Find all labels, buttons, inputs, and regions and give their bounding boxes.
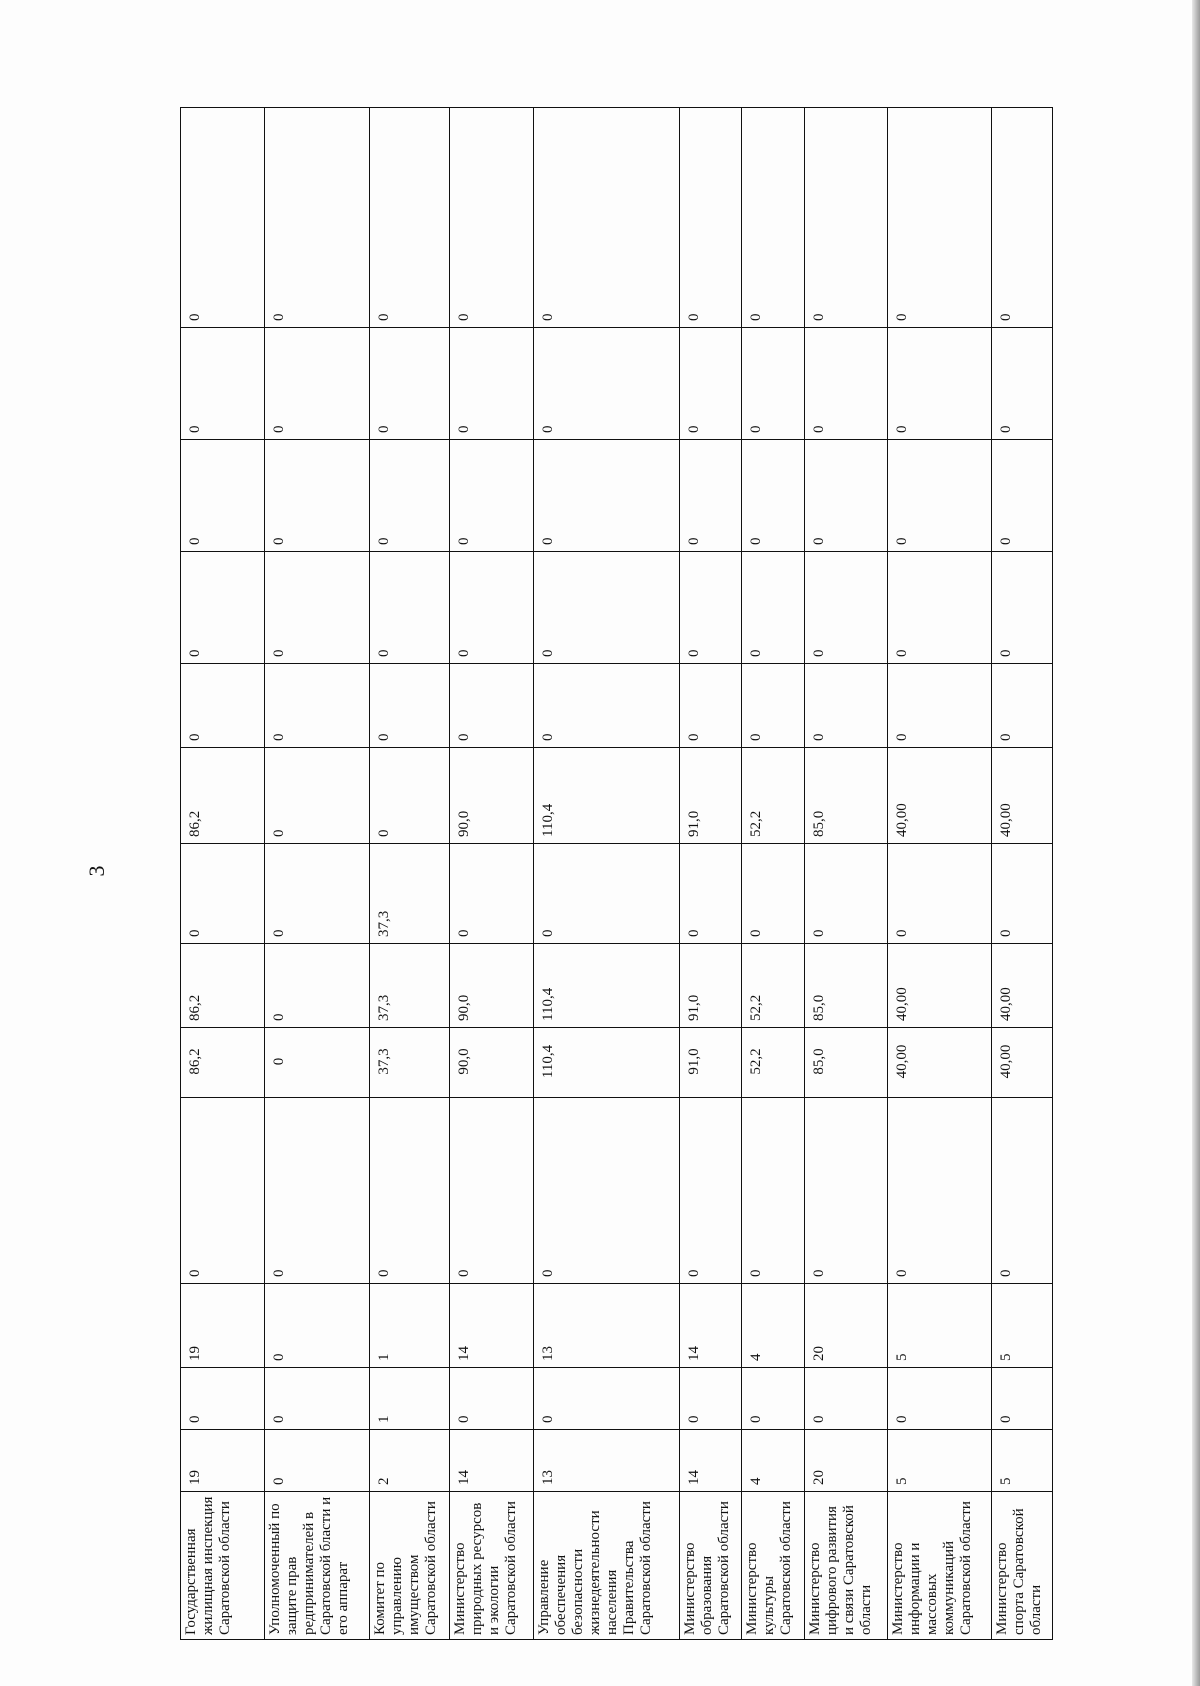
value-cell: 0 xyxy=(370,1098,450,1284)
page-number: 3 xyxy=(84,865,109,877)
value-cell: 0 xyxy=(804,552,888,664)
value-cell: 14 xyxy=(449,1430,533,1492)
value-cell: 0 xyxy=(181,664,265,748)
table-row xyxy=(679,108,741,1640)
value-cell: 20 xyxy=(804,1430,888,1492)
value-cell: 40,00 xyxy=(888,1028,991,1098)
value-cell: 0 xyxy=(742,552,804,664)
value-cell: 40,00 xyxy=(991,1028,1052,1098)
value-cell: 40,00 xyxy=(888,748,991,844)
value-cell: 91,0 xyxy=(679,748,741,844)
value-cell: 85,0 xyxy=(804,944,888,1028)
value-cell: 0 xyxy=(264,944,369,1028)
value-cell: 37,3 xyxy=(370,1028,450,1098)
value-cell: 0 xyxy=(449,844,533,944)
value-cell: 5 xyxy=(991,1284,1052,1368)
value-cell: 0 xyxy=(370,108,450,328)
value-cell: 14 xyxy=(679,1430,741,1492)
value-cell: 0 xyxy=(264,1284,369,1368)
value-cell: 0 xyxy=(742,440,804,552)
table-row xyxy=(449,108,533,1640)
value-cell: 0 xyxy=(888,1098,991,1284)
table-row xyxy=(742,108,804,1640)
value-cell: 52,2 xyxy=(742,944,804,1028)
value-cell: 0 xyxy=(533,328,679,440)
value-cell: 52,2 xyxy=(742,1028,804,1098)
value-cell: 0 xyxy=(888,664,991,748)
value-cell: 0 xyxy=(991,1368,1052,1430)
organization-name-cell: Министерство спорта Саратовской области xyxy=(991,1492,1052,1640)
value-cell: 0 xyxy=(264,664,369,748)
value-cell: 0 xyxy=(679,1098,741,1284)
value-cell: 0 xyxy=(181,328,265,440)
value-cell: 0 xyxy=(264,1028,369,1098)
value-cell: 20 xyxy=(804,1284,888,1368)
value-cell: 0 xyxy=(264,440,369,552)
value-cell: 40,00 xyxy=(991,944,1052,1028)
value-cell: 0 xyxy=(742,328,804,440)
value-cell: 0 xyxy=(533,552,679,664)
value-cell: 110,4 xyxy=(533,1028,679,1098)
value-cell: 0 xyxy=(991,328,1052,440)
value-cell: 110,4 xyxy=(533,944,679,1028)
value-cell: 40,00 xyxy=(991,748,1052,844)
value-cell: 0 xyxy=(991,552,1052,664)
organization-name-cell: Министерство цифрового развития и связи Саратовской области xyxy=(804,1492,888,1640)
value-cell: 86,2 xyxy=(181,1028,265,1098)
table-row xyxy=(370,108,450,1640)
value-cell: 0 xyxy=(181,1098,265,1284)
value-cell: 13 xyxy=(533,1284,679,1368)
value-cell: 0 xyxy=(533,108,679,328)
value-cell: 0 xyxy=(888,552,991,664)
value-cell: 37,3 xyxy=(370,944,450,1028)
table-row xyxy=(804,108,888,1640)
value-cell: 0 xyxy=(449,1098,533,1284)
table-row xyxy=(264,108,369,1640)
value-cell: 0 xyxy=(449,108,533,328)
value-cell: 0 xyxy=(679,664,741,748)
value-cell: 0 xyxy=(264,748,369,844)
value-cell: 5 xyxy=(991,1430,1052,1492)
value-cell: 0 xyxy=(679,328,741,440)
value-cell: 0 xyxy=(264,1430,369,1492)
value-cell: 0 xyxy=(679,552,741,664)
value-cell: 5 xyxy=(888,1430,991,1492)
value-cell: 0 xyxy=(804,844,888,944)
value-cell: 0 xyxy=(888,328,991,440)
value-cell: 0 xyxy=(370,552,450,664)
value-cell: 14 xyxy=(449,1284,533,1368)
value-cell: 0 xyxy=(533,844,679,944)
organization-name-cell: Министерство природных ресурсов и экологии Саратовской области xyxy=(449,1492,533,1640)
value-cell: 0 xyxy=(264,1368,369,1430)
value-cell: 0 xyxy=(370,328,450,440)
value-cell: 0 xyxy=(804,328,888,440)
value-cell: 0 xyxy=(181,108,265,328)
value-cell: 0 xyxy=(533,664,679,748)
value-cell: 0 xyxy=(742,1368,804,1430)
value-cell: 91,0 xyxy=(679,1028,741,1098)
value-cell: 5 xyxy=(888,1284,991,1368)
value-cell: 90,0 xyxy=(449,748,533,844)
value-cell: 0 xyxy=(679,440,741,552)
value-cell: 0 xyxy=(991,844,1052,944)
value-cell: 0 xyxy=(449,1368,533,1430)
value-cell: 0 xyxy=(533,1368,679,1430)
value-cell: 0 xyxy=(264,108,369,328)
value-cell: 0 xyxy=(804,1098,888,1284)
value-cell: 0 xyxy=(449,328,533,440)
value-cell: 86,2 xyxy=(181,944,265,1028)
value-cell: 14 xyxy=(679,1284,741,1368)
organization-name-cell: Уполномоченный по защите прав редпринимателей в Саратовской бласти и его аппарат xyxy=(264,1492,369,1640)
value-cell: 110,4 xyxy=(533,748,679,844)
value-cell: 0 xyxy=(533,1098,679,1284)
value-cell: 0 xyxy=(991,440,1052,552)
value-cell: 0 xyxy=(679,108,741,328)
value-cell: 0 xyxy=(181,552,265,664)
value-cell: 86,2 xyxy=(181,748,265,844)
table-row xyxy=(888,108,991,1640)
value-cell: 0 xyxy=(449,552,533,664)
value-cell: 0 xyxy=(742,108,804,328)
value-cell: 19 xyxy=(181,1430,265,1492)
value-cell: 4 xyxy=(742,1430,804,1492)
value-cell: 0 xyxy=(888,440,991,552)
organization-name-cell: Управление обеспечения безопасности жизнедеятельности населения Правительства Саратовской области xyxy=(533,1492,679,1640)
table-body xyxy=(181,108,1053,1640)
value-cell: 0 xyxy=(264,1098,369,1284)
value-cell: 0 xyxy=(370,440,450,552)
value-cell: 0 xyxy=(449,664,533,748)
value-cell: 40,00 xyxy=(888,944,991,1028)
value-cell: 0 xyxy=(991,1098,1052,1284)
value-cell: 19 xyxy=(181,1284,265,1368)
value-cell: 0 xyxy=(533,440,679,552)
value-cell: 2 xyxy=(370,1430,450,1492)
table-frame xyxy=(180,108,1053,1640)
data-table xyxy=(180,107,1053,1640)
value-cell: 0 xyxy=(991,108,1052,328)
table-row xyxy=(533,108,679,1640)
value-cell: 0 xyxy=(449,440,533,552)
value-cell: 0 xyxy=(742,664,804,748)
value-cell: 0 xyxy=(264,328,369,440)
value-cell: 90,0 xyxy=(449,1028,533,1098)
value-cell: 91,0 xyxy=(679,944,741,1028)
scan-edge xyxy=(1192,0,1200,1686)
value-cell: 1 xyxy=(370,1284,450,1368)
value-cell: 90,0 xyxy=(449,944,533,1028)
value-cell: 13 xyxy=(533,1430,679,1492)
organization-name-cell: Комитет по управлению имуществом Саратовской области xyxy=(370,1492,450,1640)
value-cell: 85,0 xyxy=(804,1028,888,1098)
organization-name-cell: Министерство информации и массовых коммуникаций Саратовской области xyxy=(888,1492,991,1640)
value-cell: 0 xyxy=(264,552,369,664)
value-cell: 0 xyxy=(742,1098,804,1284)
value-cell: 0 xyxy=(370,748,450,844)
value-cell: 0 xyxy=(804,108,888,328)
value-cell: 0 xyxy=(804,440,888,552)
organization-name-cell: Министерство культуры Саратовской области xyxy=(742,1492,804,1640)
value-cell: 37,3 xyxy=(370,844,450,944)
value-cell: 0 xyxy=(991,664,1052,748)
value-cell: 0 xyxy=(804,664,888,748)
value-cell: 0 xyxy=(804,1368,888,1430)
value-cell: 0 xyxy=(264,844,369,944)
table-row xyxy=(991,108,1052,1640)
value-cell: 4 xyxy=(742,1284,804,1368)
value-cell: 0 xyxy=(181,1368,265,1430)
value-cell: 52,2 xyxy=(742,748,804,844)
value-cell: 0 xyxy=(742,844,804,944)
value-cell: 0 xyxy=(370,664,450,748)
value-cell: 0 xyxy=(888,1368,991,1430)
value-cell: 0 xyxy=(888,108,991,328)
value-cell: 0 xyxy=(679,1368,741,1430)
organization-name-cell: Министерство образования Саратовской области xyxy=(679,1492,741,1640)
table-row xyxy=(181,108,265,1640)
organization-name-cell: Государственная жилищная инспекция Саратовской области xyxy=(181,1492,265,1640)
value-cell: 0 xyxy=(679,844,741,944)
value-cell: 1 xyxy=(370,1368,450,1430)
value-cell: 0 xyxy=(888,844,991,944)
value-cell: 0 xyxy=(181,844,265,944)
value-cell: 85,0 xyxy=(804,748,888,844)
value-cell: 0 xyxy=(181,440,265,552)
rotated-table-wrapper xyxy=(180,108,1053,1640)
